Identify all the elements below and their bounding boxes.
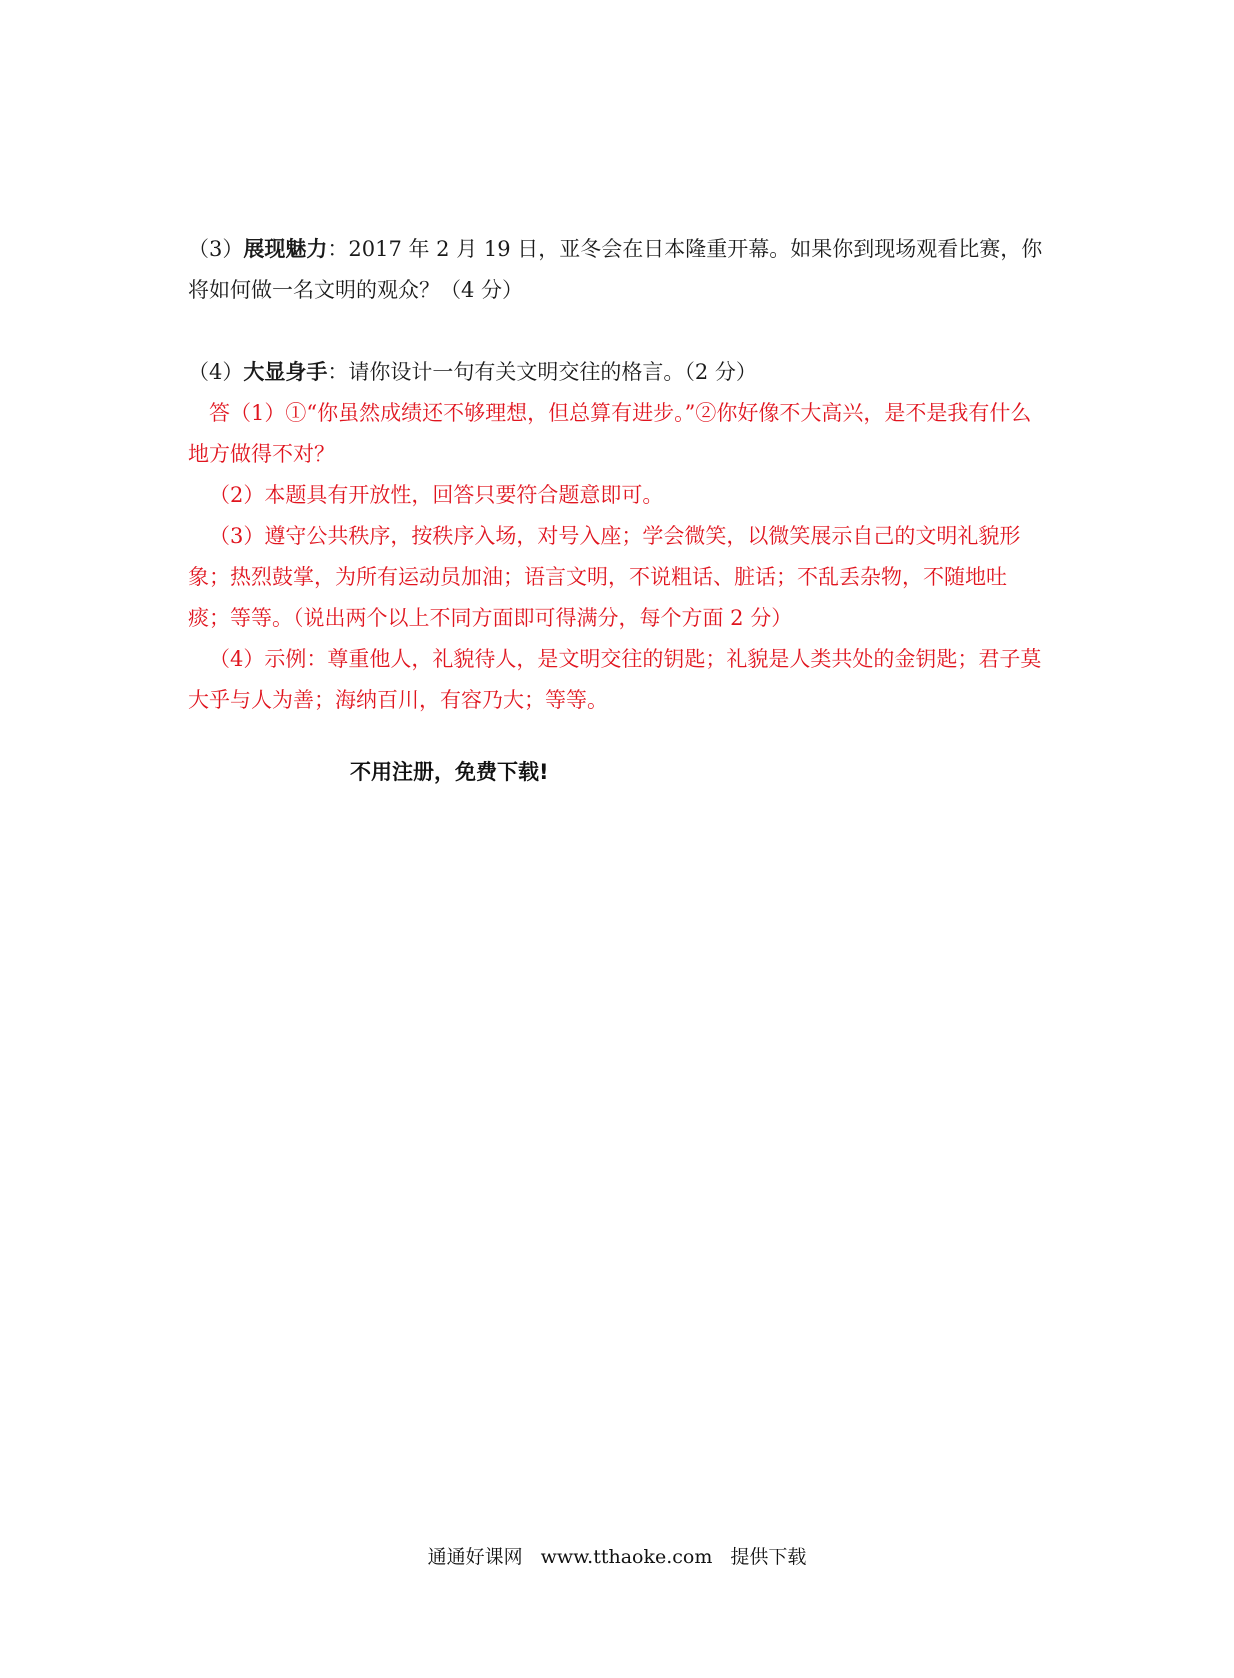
answer-1: 答（1）①“你虽然成绩还不够理想，但总算有进步。”②你好像不大高兴，是不是我有什么地方做得不对？ — [188, 401, 1032, 466]
answer-block — [188, 393, 1048, 721]
footer-url[interactable]: www.tthaoke.com — [540, 1546, 713, 1568]
question-3 — [188, 228, 1048, 311]
spacer — [188, 311, 1048, 351]
answer-2: （2）本题具有开放性，回答只要符合题意即可。 — [209, 483, 664, 507]
question-4 — [188, 351, 1048, 393]
answer-4: （4）示例：尊重他人，礼貌待人，是文明交往的钥匙；礼貌是人类共处的金钥匙；君子莫大乎与人为善；海纳百川，有容乃大；等等。 — [188, 647, 1042, 712]
question-4-number: （4） — [188, 360, 244, 384]
page-footer — [0, 1542, 1234, 1569]
question-4-text: ：请你设计一句有关文明交往的格言。（2 分） — [327, 360, 757, 384]
answer-3: （3）遵守公共秩序，按秩序入场，对号入座；学会微笑，以微笑展示自己的文明礼貌形象；热烈鼓掌，为所有运动员加油；语言文明，不说粗话、脏话；不乱丢杂物，不随地吐痰；等等。（说出两个以上不同方面即可得满分，每个方面 2 分） — [188, 524, 1021, 630]
question-4-title: 大显身手 — [243, 359, 328, 384]
question-3-number: （3） — [188, 237, 244, 261]
question-3-text: ：2017 年 2 月 19 日，亚冬会在日本隆重开幕。如果你到现场观看比赛，你将如何做一名文明的观众？（4 分） — [188, 237, 1043, 302]
promo-text: 不用注册，免费下载! — [350, 760, 549, 784]
question-3-title: 展现魅力 — [243, 236, 328, 261]
question-3-paragraph — [188, 228, 1048, 311]
question-4-paragraph — [188, 351, 1048, 393]
document-content — [188, 228, 1048, 721]
footer-suffix: 提供下载 — [730, 1546, 807, 1568]
footer-site-name: 通通好课网 — [427, 1546, 523, 1568]
